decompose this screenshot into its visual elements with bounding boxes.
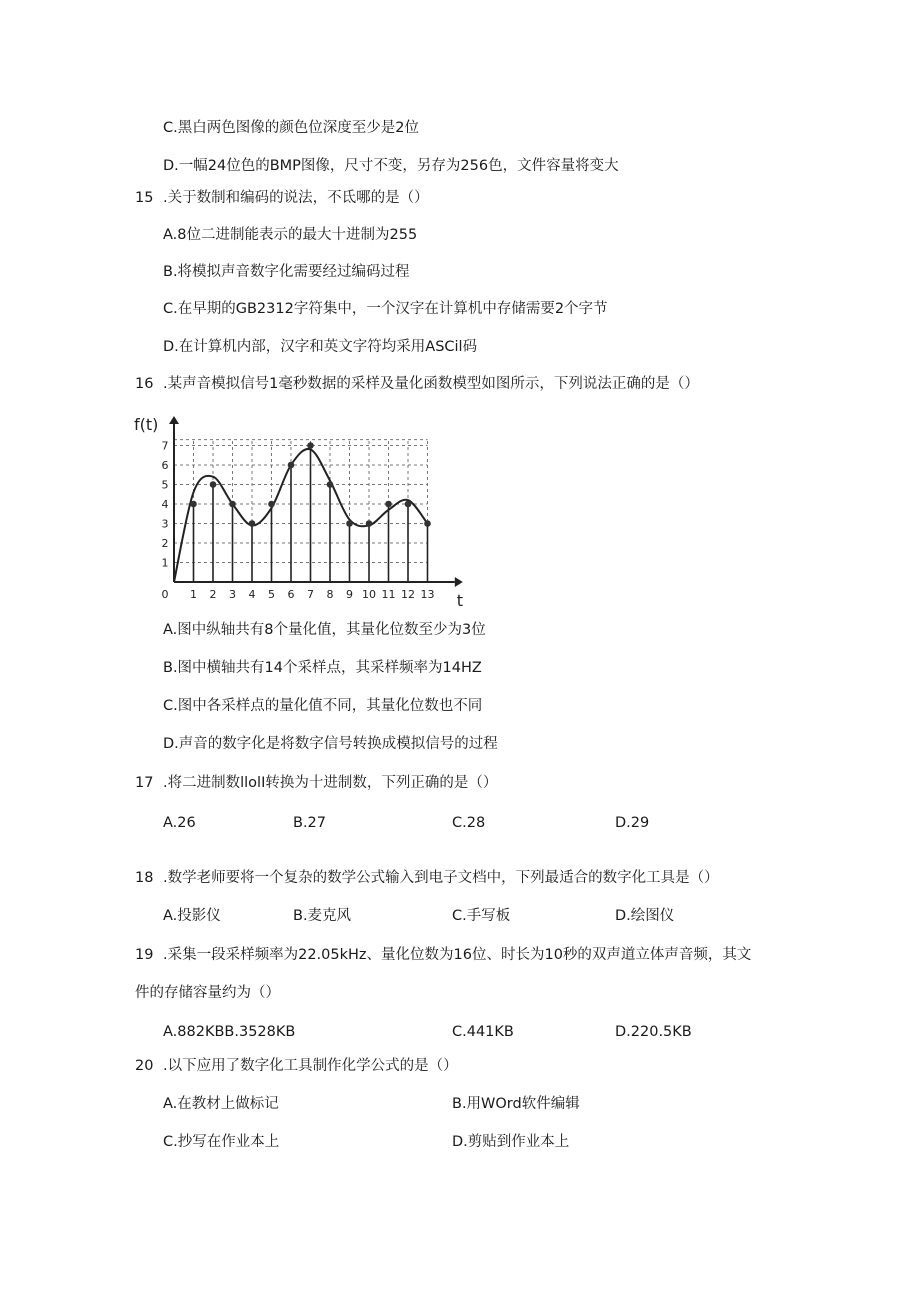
q19-option-c: C.441KB	[452, 1024, 514, 1040]
q18-option-d: D.绘图仪	[615, 908, 675, 924]
q19-option-d: D.220.5KB	[615, 1024, 692, 1040]
y-tick-label: 6	[161, 459, 169, 472]
q19-number: 19	[135, 947, 154, 963]
x-tick-label: 12	[401, 588, 415, 601]
q15-option-c: C.在早期的GB2312字符集中，一个汉字在计算机中存储需要2个字节	[163, 301, 608, 317]
x-tick-label: 0	[161, 588, 169, 601]
q15-stem: .关于数制和编码的说法，不氐哪的是（）	[163, 190, 429, 206]
q17-stem: .将二进制数llolI转换为十进制数，下列正确的是（）	[163, 775, 498, 791]
x-tick-label: 7	[307, 588, 314, 601]
q17-option-d: D.29	[615, 815, 650, 831]
sample-point	[346, 520, 353, 527]
sample-point	[424, 520, 431, 527]
x-tick-label: 4	[248, 588, 256, 601]
q15-option-b: B.将模拟声音数字化需要经过编码过程	[163, 264, 410, 280]
sample-point	[307, 442, 314, 449]
sample-point	[210, 481, 217, 488]
q20-option-d: D.剪贴到作业本上	[452, 1134, 570, 1150]
q17-option-a: A.26	[163, 815, 196, 831]
x-tick-label: 6	[287, 588, 295, 601]
q17-option-b: B.27	[293, 815, 327, 831]
x-tick-label: 10	[362, 588, 376, 601]
x-tick-label: 5	[268, 588, 275, 601]
sample-point	[366, 520, 373, 527]
x-tick-label: 13	[420, 588, 435, 601]
y-tick-label: 5	[161, 478, 169, 492]
q20-stem: .以下应用了数字化工具制作化学公式的是（）	[163, 1058, 458, 1074]
y-axis-arrow	[169, 416, 179, 424]
q17-option-c: C.28	[452, 815, 486, 831]
q18-option-a: A.投影仪	[163, 908, 221, 924]
q16-stem: .某声音模拟信号1毫秒数据的采样及量化函数模型如图所示，下列说法正确的是（）	[163, 376, 699, 392]
q16-option-c: C.图中各采样点的量化值不同，其量化位数也不同	[163, 698, 483, 714]
sample-point	[268, 501, 275, 508]
sample-point	[405, 501, 412, 508]
x-tick-label: 9	[346, 588, 353, 601]
q16-option-b: B.图中横轴共有14个采样点，其采样频率为14HZ	[163, 660, 482, 676]
x-tick-label: 2	[209, 588, 217, 601]
q19-option-ab: A.882KBB.3528KB	[163, 1024, 296, 1040]
q16-option-d: D.声音的数字化是将数字信号转换成模拟信号的过程	[163, 736, 498, 752]
q16-number: 16	[135, 376, 154, 392]
q20-option-b: B.用WOrd软件编辑	[452, 1096, 580, 1112]
x-tick-label: 8	[326, 588, 334, 601]
x-axis-title: t	[456, 591, 464, 610]
y-tick-label: 1	[161, 556, 169, 570]
x-tick-label: 3	[229, 588, 236, 601]
sample-point	[229, 501, 236, 508]
sample-point	[385, 501, 392, 508]
y-tick-label: 2	[161, 537, 169, 550]
sample-point	[327, 481, 334, 488]
sampling-chart	[132, 410, 462, 610]
q19-stem-line2: 件的存储容量约为（）	[135, 985, 280, 1001]
q18-option-c: C.手写板	[452, 908, 511, 924]
sample-point	[190, 501, 197, 508]
q20-number: 20	[135, 1058, 154, 1074]
q15-option-a: A.8位二进制能表示的最大十进制为255	[163, 227, 418, 243]
y-axis-title: f(t)	[134, 415, 159, 434]
x-tick-label: 11	[381, 588, 396, 601]
y-tick-label: 4	[161, 498, 169, 511]
y-tick-label: 7	[161, 439, 169, 453]
q16-option-a: A.图中纵轴共有8个量化值，其量化位数至少为3位	[163, 622, 486, 638]
q18-number: 18	[135, 870, 154, 886]
q14-option-d: D.一幅24位色的BMP图像，尺寸不变，另存为256色，文件容量将变大	[163, 158, 619, 174]
q14-option-c: C.黑白两色图像的颜色位深度至少是2位	[163, 120, 419, 136]
sample-point	[288, 462, 295, 469]
q18-stem: .数学老师要将一个复杂的数学公式输入到电子文档中，下列最适合的数字化工具是（）	[163, 870, 719, 886]
q18-option-b: B.麦克风	[293, 908, 352, 924]
q15-number: 15	[135, 190, 154, 206]
q19-stem-line1: .采集一段采样频率为22.05kHz、量化位数为16位、时长为10秒的双声道立体声音频，其文	[163, 947, 752, 963]
y-tick-label: 3	[161, 517, 169, 531]
q17-number: 17	[135, 775, 154, 791]
q20-option-c: C.抄写在作业本上	[163, 1134, 280, 1150]
q15-option-d: D.在计算机内部，汉字和英文字符均采用ASCil码	[163, 339, 478, 355]
q20-option-a: A.在教材上做标记	[163, 1096, 279, 1112]
x-axis-arrow	[455, 577, 463, 587]
sample-point	[249, 520, 256, 527]
x-tick-label: 1	[190, 588, 197, 601]
